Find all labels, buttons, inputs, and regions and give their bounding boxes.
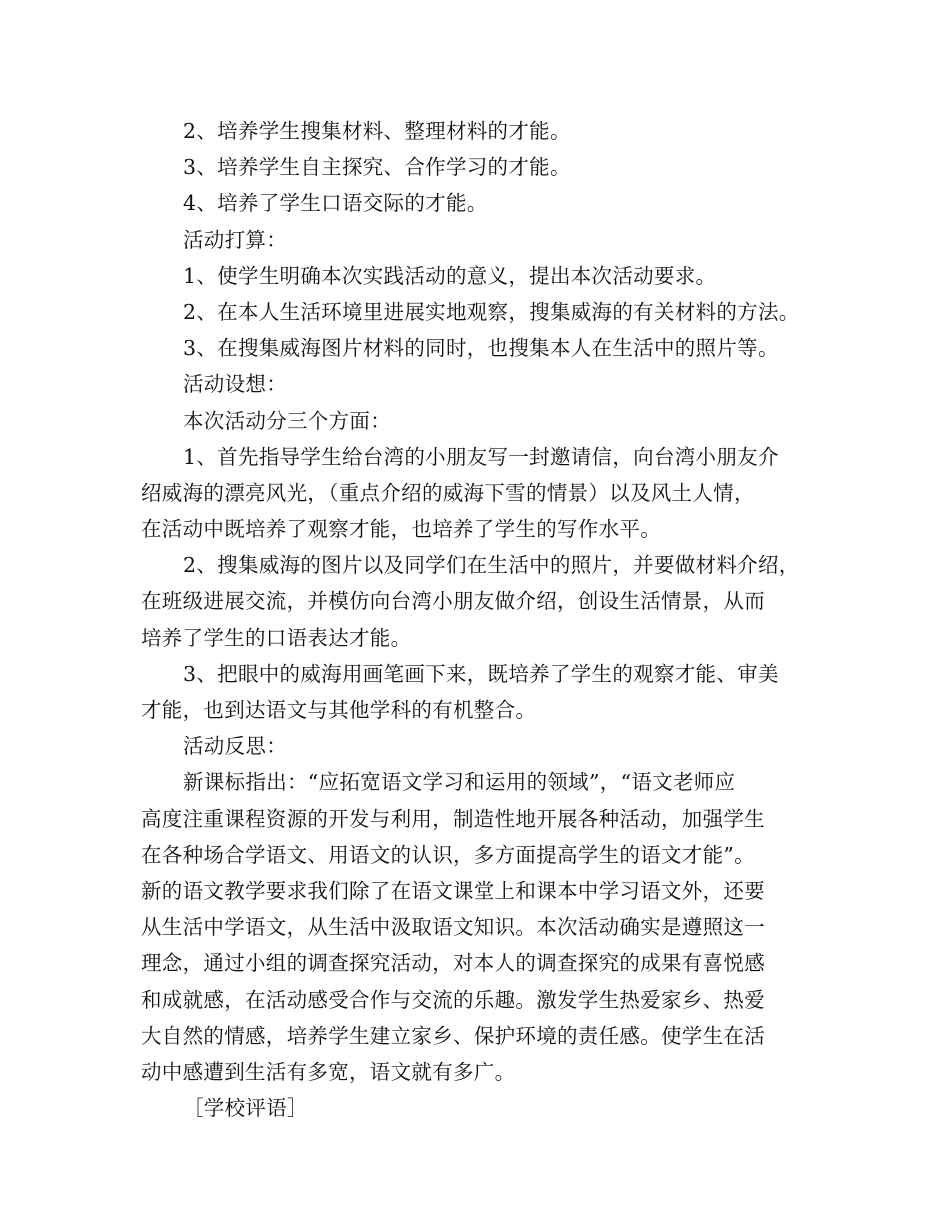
section-heading: 活动反思： xyxy=(183,734,287,759)
document-body xyxy=(141,113,831,1126)
text-line: 本次活动分三个方面： xyxy=(183,408,391,433)
text-line: 从生活中学语文，从生活中汲取语文知识。本次活动确实是遵照这一 xyxy=(141,915,765,940)
section-heading: 活动设想： xyxy=(183,372,287,397)
text-line: 高度注重课程资源的开发与利用，制造性地开展各种活动，加强学生 xyxy=(141,806,765,831)
text-line: 在各种场合学语文、用语文的认识，多方面提高学生的语文才能”。 xyxy=(141,842,755,867)
text-line: 2、培养学生搜集材料、整理材料的才能。 xyxy=(183,119,571,143)
text-line: 和成就感，在活动感受合作与交流的乐趣。激发学生热爱家乡、热爱 xyxy=(141,987,765,1012)
section-heading: ［学校评语］ xyxy=(183,1096,308,1121)
text-line: 在班级进展交流，并模仿向台湾小朋友做介绍，创设生活情景，从而 xyxy=(141,589,765,614)
text-line: 2、在本人生活环境里进展实地观察，搜集威海的有关材料的方法。 xyxy=(183,299,800,324)
text-line: 理念，通过小组的调查探究活动，对本人的调查探究的成果有喜悦感 xyxy=(141,951,765,976)
text-line: 新课标指出：“应拓宽语文学习和运用的领域”，“语文老师应 xyxy=(183,770,736,795)
text-line: 3、培养学生自主探究、合作学习的才能。 xyxy=(183,155,571,180)
text-line: 1、使学生明确本次实践活动的意义，提出本次活动要求。 xyxy=(183,263,717,288)
section-heading: 活动打算： xyxy=(183,227,287,252)
text-line: 2、搜集威海的图片以及同学们在生活中的照片，并要做材料介绍， xyxy=(183,553,800,578)
text-line: 新的语文教学要求我们除了在语文课堂上和课本中学习语文外，还要 xyxy=(141,878,765,903)
text-line: 培养了学生的口语表达才能。 xyxy=(141,625,412,650)
text-line: 3、在搜集威海图片材料的同时，也搜集本人在生活中的照片等。 xyxy=(183,336,779,361)
text-line: 绍威海的漂亮风光，（重点介绍的威海下雪的情景）以及风土人情， xyxy=(141,480,755,505)
text-line: 才能，也到达语文与其他学科的有机整合。 xyxy=(141,698,537,722)
text-line: 大自然的情感，培养学生建立家乡、保护环境的责任感。使学生在活 xyxy=(141,1023,765,1048)
text-line: 动中感遭到生活有多宽，语文就有多广。 xyxy=(141,1059,516,1084)
text-line: 3、把眼中的威海用画笔画下来，既培养了学生的观察才能、审美 xyxy=(183,661,779,686)
text-line: 1、首先指导学生给台湾的小朋友写一封邀请信，向台湾小朋友介 xyxy=(183,444,779,469)
text-line: 4、培养了学生口语交际的才能。 xyxy=(183,191,488,216)
text-line: 在活动中既培养了观察才能，也培养了学生的写作水平。 xyxy=(141,517,661,542)
